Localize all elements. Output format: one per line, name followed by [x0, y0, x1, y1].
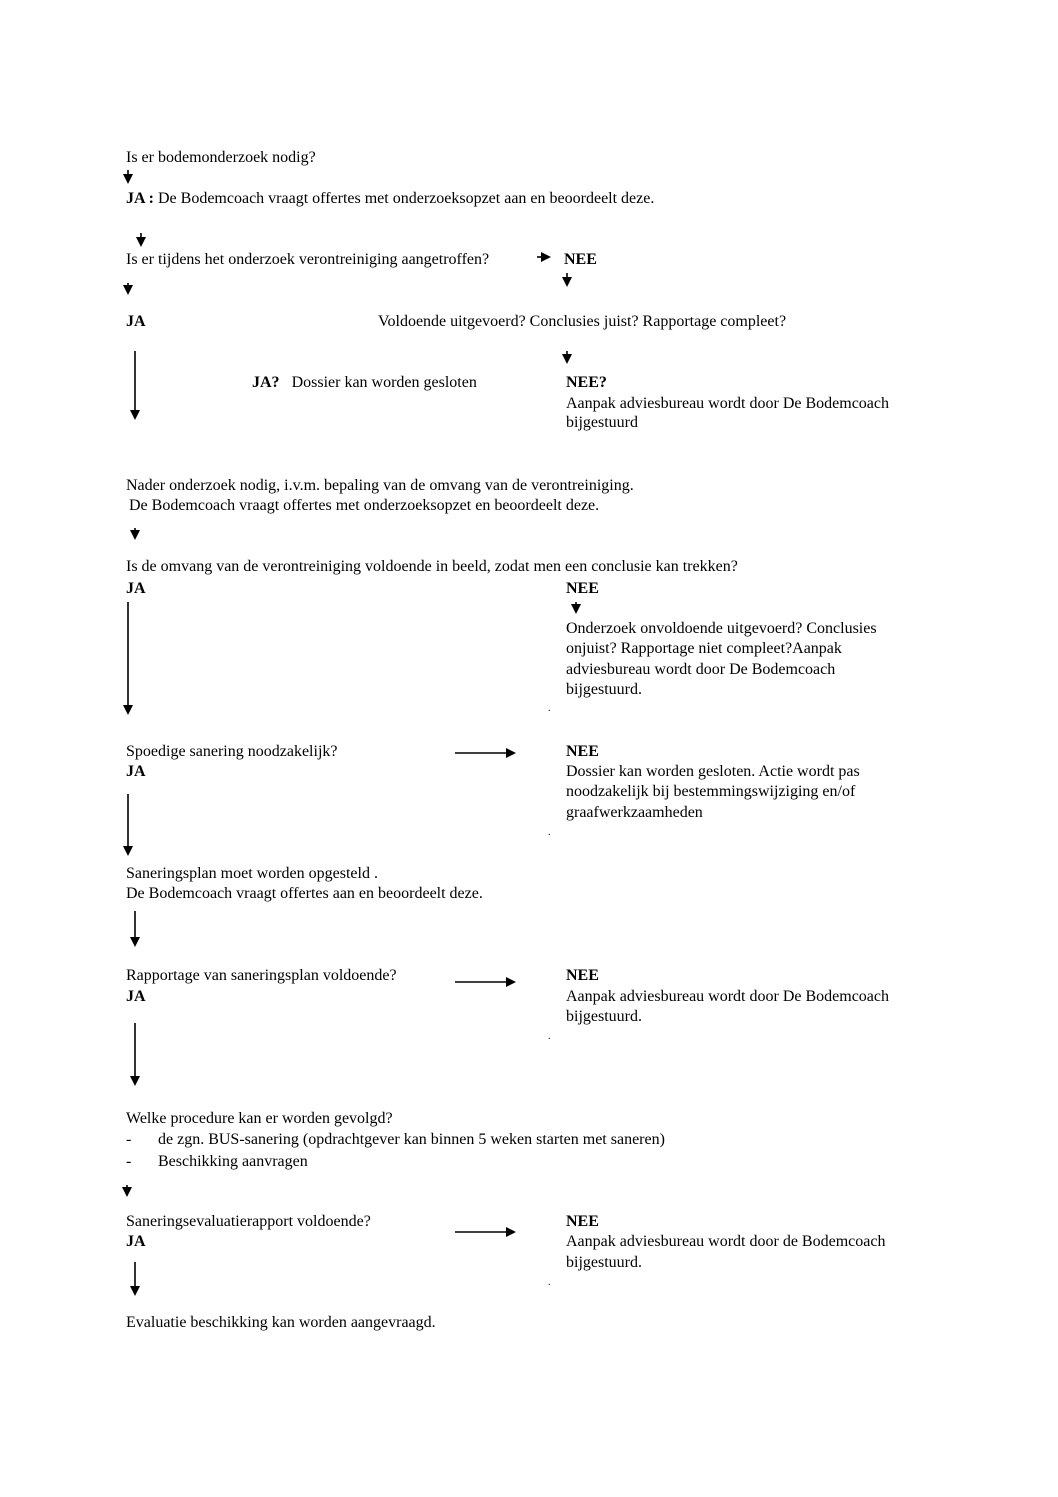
nee-text-line: bijgestuurd.: [566, 1008, 642, 1025]
nee-question-line: Aanpak adviesbureau wordt door De Bodemcoach: [566, 395, 889, 412]
nee-label: NEE: [564, 251, 597, 268]
nee-label: NEE: [566, 580, 599, 597]
nee-label: NEE: [566, 967, 599, 984]
procedure-option-text: Beschikking aanvragen: [158, 1153, 308, 1170]
nee-text-line: Onderzoek onvoldoende uitgevoerd? Conclusies: [566, 620, 877, 637]
nee-text-line: bijgestuurd.: [566, 1254, 642, 1271]
stray-dot: .: [548, 1277, 551, 1288]
nee-question-label: NEE?: [566, 374, 607, 391]
remediation-plan-line: Saneringsplan moet worden opgesteld .: [126, 865, 378, 882]
procedure-option-text: de zgn. BUS-sanering (opdrachtgever kan binnen 5 weken starten met saneren): [158, 1131, 665, 1148]
stray-dot: .: [548, 827, 551, 838]
bullet: -: [126, 1153, 132, 1170]
stray-dot: .: [548, 703, 551, 714]
ja-soil-investigation: [126, 189, 654, 209]
procedure-option: [126, 1152, 131, 1172]
ja-text: De Bodemcoach vraagt offertes met onderzoeksopzet aan en beoordeelt deze.: [158, 190, 655, 207]
ja-label: JA: [126, 988, 146, 1005]
question-evaluation-report: Saneringsevaluatierapport voldoende?: [126, 1213, 371, 1230]
nee-label: NEE: [566, 1213, 599, 1230]
question-contamination-found: Is er tijdens het onderzoek verontreiniging aangetroffen?: [126, 251, 490, 268]
stray-dot: .: [548, 1031, 551, 1042]
ja-label: JA: [126, 313, 146, 330]
question-procedure: Welke procedure kan er worden gevolgd?: [126, 1110, 393, 1127]
bullet: -: [126, 1131, 132, 1148]
check-report: Voldoende uitgevoerd? Conclusies juist? Rapportage compleet?: [378, 313, 787, 330]
nee-text-line: Aanpak adviesbureau wordt door de Bodemcoach: [566, 1233, 886, 1250]
nee-text-line: bijgestuurd.: [566, 681, 642, 698]
procedure-option: [126, 1130, 131, 1150]
question-plan-report: Rapportage van saneringsplan voldoende?: [126, 967, 397, 984]
further-investigation-line: Nader onderzoek nodig, i.v.m. bepaling van de omvang van de verontreiniging.: [126, 477, 634, 494]
close-dossier-text: Dossier kan worden gesloten: [291, 374, 477, 391]
nee-text-line: Dossier kan worden gesloten. Actie wordt pas: [566, 763, 860, 780]
final-step: Evaluatie beschikking kan worden aangevraagd.: [126, 1314, 436, 1331]
ja-label: JA: [126, 763, 146, 780]
nee-text-line: noodzakelijk bij bestemmingswijziging en/of: [566, 783, 856, 800]
nee-question-line: bijgestuurd: [566, 414, 638, 431]
ja-label: JA: [126, 580, 146, 597]
ja-question-close: [252, 373, 477, 393]
question-soil-investigation: Is er bodemonderzoek nodig?: [126, 149, 316, 166]
ja-label: JA: [126, 1233, 146, 1250]
nee-text-line: onjuist? Rapportage niet compleet?Aanpak: [566, 640, 842, 657]
ja-question-label: JA?: [252, 374, 280, 391]
nee-text-line: Aanpak adviesbureau wordt door De Bodemcoach: [566, 988, 889, 1005]
nee-text-line: adviesbureau wordt door De Bodemcoach: [566, 661, 836, 678]
question-urgent-remediation: Spoedige sanering noodzakelijk?: [126, 743, 338, 760]
nee-text-line: graafwerkzaamheden: [566, 804, 703, 821]
further-investigation-line: De Bodemcoach vraagt offertes met onderzoeksopzet en beoordeelt deze.: [129, 497, 600, 514]
nee-label: NEE: [566, 743, 599, 760]
remediation-plan-line: De Bodemcoach vraagt offertes aan en beoordeelt deze.: [126, 885, 483, 902]
ja-label: JA :: [126, 190, 154, 207]
question-extent-clear: Is de omvang van de verontreiniging voldoende in beeld, zodat men een conclusie kan trekken?: [126, 558, 738, 575]
